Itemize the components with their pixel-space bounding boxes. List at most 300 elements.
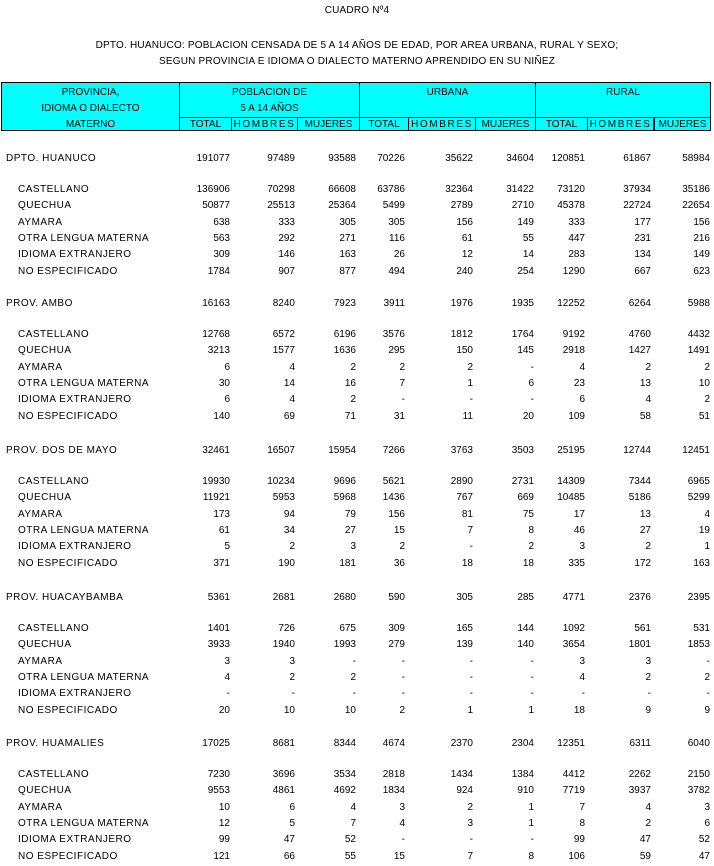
cell-total-mujeres: 3534	[333, 769, 356, 780]
table-title-line-2: SEGUN PROVINCIA E IDIOMA O DIALECTO MATERNO APRENDIDO EN SU NIÑEZ	[158, 56, 556, 67]
cell-total-total: 4	[224, 672, 230, 683]
cell-total-hombres: 726	[278, 623, 295, 634]
cell-urbana-mujeres: -	[530, 656, 534, 667]
cell-urbana-mujeres: 8	[528, 851, 534, 862]
cell-total-hombres: 5	[289, 818, 295, 829]
cell-total-hombres: 2	[289, 672, 295, 683]
section-row	[0, 591, 714, 605]
cell-rural-total: 12252	[557, 298, 585, 309]
cell-urbana-hombres: 2	[467, 362, 473, 373]
row-label: CASTELLANO	[18, 476, 90, 487]
cell-urbana-hombres: -	[469, 672, 473, 683]
cell-rural-mujeres: 51	[698, 411, 710, 422]
table-row	[0, 491, 714, 505]
cell-total-total: 12768	[202, 329, 230, 340]
cell-rural-hombres: 22724	[623, 200, 651, 211]
cell-rural-hombres: 27	[639, 525, 651, 536]
cell-urbana-hombres: 924	[456, 785, 473, 796]
table-row	[0, 410, 714, 424]
cell-rural-hombres: 667	[634, 266, 651, 277]
cell-urbana-total: 7	[399, 378, 405, 389]
cell-urbana-total: 2	[399, 541, 405, 552]
cell-urbana-hombres: 139	[456, 639, 473, 650]
cell-urbana-mujeres: 1	[528, 802, 534, 813]
cell-rural-hombres: 177	[634, 217, 651, 228]
cell-total-total: 3	[224, 656, 230, 667]
cell-urbana-mujeres: 254	[517, 266, 534, 277]
cell-total-total: 10	[218, 802, 230, 813]
cell-rural-mujeres: 216	[693, 233, 710, 244]
row-label: IDIOMA EXTRANJERO	[18, 249, 132, 260]
cell-urbana-hombres: 767	[456, 492, 473, 503]
cell-total-mujeres: -	[352, 656, 356, 667]
cell-rural-total: 46	[573, 525, 585, 536]
cell-rural-hombres: 47	[639, 834, 651, 845]
cell-rural-mujeres: 156	[693, 217, 710, 228]
cell-total-hombres: 1940	[272, 639, 295, 650]
cell-rural-mujeres: 52	[698, 834, 710, 845]
row-label: QUECHUA	[18, 345, 72, 356]
cell-rural-hombres: 5186	[628, 492, 651, 503]
cell-total-total: 563	[213, 233, 230, 244]
cell-urbana-mujeres: 2304	[511, 738, 534, 749]
cell-total-total: 1401	[207, 623, 230, 634]
cell-urbana-hombres: 3763	[450, 445, 473, 456]
stub-header	[2, 85, 179, 133]
cell-urbana-total: 5499	[382, 200, 405, 211]
cell-total-total: 99	[218, 834, 230, 845]
cell-urbana-mujeres: 1935	[511, 298, 534, 309]
cell-total-mujeres: 2680	[333, 592, 356, 603]
cell-total-total: 9553	[207, 785, 230, 796]
row-label: NO ESPECIFICADO	[18, 851, 118, 862]
cell-total-mujeres: 181	[339, 558, 356, 569]
cell-rural-mujeres: 19	[698, 525, 710, 536]
subcol-mujeres: MUJERES	[481, 119, 530, 130]
cell-rural-hombres: 2376	[628, 592, 651, 603]
cell-urbana-hombres: 2890	[450, 476, 473, 487]
table-row	[0, 377, 714, 391]
cell-total-mujeres: -	[352, 688, 356, 699]
cell-total-hombres: 94	[283, 509, 295, 520]
table-row	[0, 248, 714, 262]
row-label: AYMARA	[18, 362, 63, 373]
cell-urbana-total: 279	[388, 639, 405, 650]
row-label: QUECHUA	[18, 639, 72, 650]
cell-total-hombres: 97489	[267, 153, 295, 164]
table-row	[0, 199, 714, 213]
cell-urbana-mujeres: 145	[517, 345, 534, 356]
group-header-urbana	[360, 85, 535, 101]
cell-urbana-total: 70226	[377, 153, 405, 164]
row-label: OTRA LENGUA MATERNA	[18, 672, 150, 683]
cell-rural-mujeres: 6040	[687, 738, 710, 749]
subcol-mujeres: MUJERES	[658, 119, 707, 130]
cell-rural-mujeres: 3782	[687, 785, 710, 796]
cell-total-mujeres: 305	[339, 217, 356, 228]
cell-total-mujeres: 877	[339, 266, 356, 277]
cell-total-mujeres: 4692	[333, 785, 356, 796]
cell-total-mujeres: 6196	[333, 329, 356, 340]
cell-urbana-hombres: 1434	[450, 769, 473, 780]
cell-urbana-hombres: 61	[461, 233, 473, 244]
group-label: RURAL	[606, 87, 640, 98]
cell-total-hombres: 25513	[267, 200, 295, 211]
cell-urbana-mujeres: 2731	[511, 476, 534, 487]
cell-urbana-total: 3911	[383, 298, 405, 309]
cell-urbana-hombres: 150	[456, 345, 473, 356]
cell-rural-total: 1290	[562, 266, 585, 277]
table-row	[0, 801, 714, 815]
cell-urbana-total: 494	[388, 266, 405, 277]
table-row	[0, 344, 714, 358]
cell-urbana-mujeres: -	[530, 688, 534, 699]
cell-urbana-mujeres: 910	[517, 785, 534, 796]
cell-rural-hombres: 4	[645, 802, 651, 813]
stub-header-line-3: MATERNO	[65, 119, 116, 130]
cell-total-mujeres: 79	[344, 509, 356, 520]
cell-urbana-mujeres: 1384	[511, 769, 534, 780]
cell-rural-total: 4	[579, 362, 585, 373]
cell-rural-mujeres: 58984	[682, 153, 710, 164]
cell-rural-hombres: 172	[634, 558, 651, 569]
row-label: OTRA LENGUA MATERNA	[18, 378, 150, 389]
cell-urbana-hombres: 156	[456, 217, 473, 228]
cell-total-total: 20	[218, 705, 230, 716]
cell-urbana-hombres: 12	[461, 249, 473, 260]
cell-total-total: 5361	[207, 592, 230, 603]
cell-total-hombres: -	[291, 688, 295, 699]
row-label: CASTELLANO	[18, 329, 90, 340]
section-label: PROV. HUACAYBAMBA	[6, 592, 124, 603]
table-row	[0, 557, 714, 571]
cell-rural-mujeres: 531	[693, 623, 710, 634]
cell-urbana-mujeres: 669	[517, 492, 534, 503]
cell-rural-hombres: 12744	[623, 445, 651, 456]
cell-urbana-mujeres: 2710	[511, 200, 534, 211]
cell-rural-hombres: -	[647, 688, 651, 699]
cell-rural-mujeres: 1853	[687, 639, 710, 650]
row-label: CASTELLANO	[18, 623, 90, 634]
cell-urbana-total: 2818	[382, 769, 405, 780]
cell-urbana-hombres: 3	[467, 818, 473, 829]
row-label: AYMARA	[18, 656, 63, 667]
cell-urbana-total: 1834	[382, 785, 405, 796]
cell-total-total: 7230	[207, 769, 230, 780]
cell-urbana-mujeres: 31422	[506, 184, 534, 195]
table-row	[0, 361, 714, 375]
cell-total-hombres: 3	[289, 656, 295, 667]
cell-urbana-total: 2	[399, 362, 405, 373]
table-row	[0, 622, 714, 636]
stub-header-line-2: IDIOMA O DIALECTO	[41, 103, 140, 114]
cell-rural-mujeres: 1491	[687, 345, 710, 356]
table-row	[0, 232, 714, 246]
cell-total-mujeres: 1993	[333, 639, 356, 650]
cell-total-mujeres: 2	[350, 672, 356, 683]
cell-total-hombres: 69	[283, 411, 295, 422]
cell-total-mujeres: 27	[344, 525, 356, 536]
cell-rural-total: -	[581, 688, 585, 699]
cell-urbana-hombres: 1	[467, 705, 473, 716]
cell-urbana-hombres: 81	[461, 509, 473, 520]
cell-urbana-total: -	[401, 688, 405, 699]
row-label: QUECHUA	[18, 785, 72, 796]
cell-rural-total: 23	[573, 378, 585, 389]
cell-rural-total: 4	[579, 672, 585, 683]
cell-total-total: -	[226, 688, 230, 699]
cell-total-total: 191077	[196, 153, 230, 164]
cell-urbana-mujeres: 8	[528, 525, 534, 536]
cell-urbana-total: 36	[393, 558, 405, 569]
cell-total-hombres: 16507	[267, 445, 295, 456]
cell-total-hombres: 333	[278, 217, 295, 228]
stub-header-line-1: PROVINCIA,	[61, 87, 120, 98]
cell-rural-total: 8	[579, 818, 585, 829]
cell-total-hombres: 70298	[267, 184, 295, 195]
cell-rural-mujeres: 5299	[687, 492, 710, 503]
table-row	[0, 328, 714, 342]
group-header-poblacion	[180, 85, 359, 117]
cell-total-total: 136906	[196, 184, 230, 195]
cell-rural-hombres: 2262	[628, 769, 651, 780]
cell-urbana-total: -	[401, 656, 405, 667]
cell-total-total: 5	[224, 541, 230, 552]
row-label: CASTELLANO	[18, 184, 90, 195]
cell-urbana-hombres: -	[469, 688, 473, 699]
cell-rural-mujeres: 35186	[682, 184, 710, 195]
section-row	[0, 737, 714, 751]
cell-rural-mujeres: 10	[698, 378, 710, 389]
cell-total-total: 1784	[207, 266, 230, 277]
cell-urbana-mujeres: 140	[517, 639, 534, 650]
table-row	[0, 687, 714, 701]
cell-rural-mujeres: 623	[693, 266, 710, 277]
table-row	[0, 671, 714, 685]
cell-urbana-hombres: -	[469, 541, 473, 552]
cell-rural-hombres: 6311	[629, 738, 651, 749]
subcol-total: TOTAL	[545, 119, 578, 130]
cell-total-total: 3933	[207, 639, 230, 650]
cell-rural-total: 333	[568, 217, 585, 228]
cell-total-mujeres: 163	[339, 249, 356, 260]
row-label: NO ESPECIFICADO	[18, 266, 118, 277]
row-label: CASTELLANO	[18, 769, 90, 780]
cell-total-mujeres: 71	[344, 411, 356, 422]
section-row	[0, 297, 714, 311]
cell-rural-total: 447	[568, 233, 585, 244]
cell-rural-hombres: 37934	[623, 184, 651, 195]
table-row	[0, 655, 714, 669]
cell-total-mujeres: 66608	[328, 184, 356, 195]
cell-total-hombres: 2	[289, 541, 295, 552]
cell-total-total: 30	[218, 378, 230, 389]
cell-urbana-total: 3576	[382, 329, 405, 340]
cell-rural-mujeres: 5988	[687, 298, 710, 309]
cell-total-hombres: 907	[278, 266, 295, 277]
cell-rural-mujeres: 47	[698, 851, 710, 862]
section-row	[0, 444, 714, 458]
cell-total-total: 19930	[202, 476, 230, 487]
cell-urbana-hombres: 7	[467, 851, 473, 862]
cell-rural-hombres: 1801	[628, 639, 651, 650]
row-label: AYMARA	[18, 802, 63, 813]
cell-urbana-hombres: 7	[467, 525, 473, 536]
cell-rural-mujeres: 2	[704, 672, 710, 683]
cell-total-total: 16163	[202, 298, 230, 309]
row-label: NO ESPECIFICADO	[18, 558, 118, 569]
cell-urbana-total: 63786	[377, 184, 405, 195]
table-row	[0, 540, 714, 554]
row-label: QUECHUA	[18, 492, 72, 503]
cell-urbana-total: -	[401, 672, 405, 683]
cell-rural-mujeres: -	[706, 656, 710, 667]
cell-total-hombres: 2681	[272, 592, 295, 603]
cell-urbana-mujeres: 1	[528, 818, 534, 829]
table-row	[0, 768, 714, 782]
cell-urbana-hombres: 1	[467, 378, 473, 389]
cell-rural-total: 10485	[557, 492, 585, 503]
cell-rural-mujeres: 12451	[682, 445, 710, 456]
cell-urbana-mujeres: -	[530, 834, 534, 845]
cell-urbana-mujeres: 1	[528, 705, 534, 716]
group-header-rural	[536, 85, 710, 101]
cell-rural-total: 73120	[557, 184, 585, 195]
cell-urbana-total: 116	[389, 233, 405, 244]
cell-rural-total: 1092	[562, 623, 585, 634]
row-label: OTRA LENGUA MATERNA	[18, 525, 150, 536]
cell-urbana-total: 2	[399, 705, 405, 716]
subcol-total: TOTAL	[368, 119, 400, 130]
cell-urbana-hombres: 1976	[450, 298, 473, 309]
cell-rural-total: 14309	[557, 476, 585, 487]
cell-urbana-total: -	[401, 394, 405, 405]
cell-rural-hombres: 9	[645, 705, 651, 716]
cell-total-total: 11921	[202, 492, 230, 503]
cell-total-mujeres: 8344	[333, 738, 356, 749]
cell-total-mujeres: 10	[344, 705, 356, 716]
cell-urbana-mujeres: 1764	[511, 329, 534, 340]
cell-urbana-total: 590	[388, 592, 405, 603]
row-label: IDIOMA EXTRANJERO	[18, 541, 132, 552]
table-row	[0, 475, 714, 489]
cell-total-mujeres: 16	[344, 378, 356, 389]
cell-rural-mujeres: 149	[693, 249, 710, 260]
cell-rural-mujeres: 9	[704, 705, 710, 716]
cell-rural-total: 6	[579, 394, 585, 405]
table-row	[0, 638, 714, 652]
cell-total-mujeres: 675	[339, 623, 356, 634]
cell-total-hombres: 1577	[272, 345, 295, 356]
cell-rural-total: 109	[568, 411, 585, 422]
cell-rural-hombres: 6264	[628, 298, 651, 309]
cell-urbana-hombres: -	[469, 834, 473, 845]
row-label: IDIOMA EXTRANJERO	[18, 834, 132, 845]
row-label: OTRA LENGUA MATERNA	[18, 233, 150, 244]
table-title-line-1: DPTO. HUANUCO: POBLACION CENSADA DE 5 A 14 AÑOS DE EDAD, POR AREA URBANA, RURAL Y SEXO;	[95, 40, 619, 51]
cell-rural-total: 17	[573, 509, 585, 520]
cell-total-hombres: 146	[278, 249, 295, 260]
cell-rural-mujeres: 4	[704, 509, 710, 520]
cell-rural-total: 335	[568, 558, 585, 569]
cell-rural-mujeres: 2395	[687, 592, 710, 603]
cell-total-mujeres: 1636	[333, 345, 356, 356]
cell-urbana-hombres: 2370	[450, 738, 473, 749]
cell-rural-hombres: 59	[639, 851, 651, 862]
section-label: DPTO. HUANUCO	[6, 153, 97, 164]
cell-total-hombres: 292	[278, 233, 295, 244]
cell-total-total: 638	[213, 217, 230, 228]
cell-total-hombres: 10234	[267, 476, 295, 487]
cell-rural-total: 4412	[562, 769, 585, 780]
cell-rural-mujeres: 3	[704, 802, 710, 813]
table-row	[0, 704, 714, 718]
cell-total-hombres: 5953	[272, 492, 295, 503]
table-row	[0, 833, 714, 847]
group-label: URBANA	[426, 87, 469, 98]
cell-urbana-hombres: 11	[462, 411, 473, 422]
cell-rural-total: 45378	[557, 200, 585, 211]
cell-rural-total: 283	[568, 249, 585, 260]
cell-rural-mujeres: 2150	[687, 769, 710, 780]
cell-rural-hombres: 13	[639, 509, 651, 520]
cell-total-total: 3213	[207, 345, 230, 356]
cell-rural-total: 3	[579, 656, 585, 667]
cell-urbana-mujeres: 149	[517, 217, 534, 228]
row-label: AYMARA	[18, 217, 63, 228]
cell-total-hombres: 6	[289, 802, 295, 813]
row-label: NO ESPECIFICADO	[18, 411, 118, 422]
cell-urbana-total: 3	[399, 802, 405, 813]
cell-urbana-mujeres: -	[530, 394, 534, 405]
row-label: IDIOMA EXTRANJERO	[18, 394, 132, 405]
table-row	[0, 508, 714, 522]
cell-urbana-mujeres: -	[530, 672, 534, 683]
cell-total-total: 121	[213, 851, 230, 862]
cell-total-mujeres: 7923	[333, 298, 356, 309]
cell-total-total: 17025	[202, 738, 230, 749]
row-label: QUECHUA	[18, 200, 72, 211]
cell-rural-total: 3654	[562, 639, 585, 650]
cell-rural-mujeres: 22654	[682, 200, 710, 211]
subcol-hombres: HOMBRES	[589, 119, 652, 130]
cell-rural-total: 2918	[562, 345, 585, 356]
subcol-mujeres: MUJERES	[304, 119, 353, 130]
cell-rural-hombres: 3937	[628, 785, 651, 796]
cell-urbana-total: 1436	[382, 492, 405, 503]
cell-rural-mujeres: 163	[693, 558, 710, 569]
cell-rural-hombres: 1427	[628, 345, 651, 356]
cell-urbana-hombres: 240	[456, 266, 473, 277]
cell-urbana-total: 305	[388, 217, 405, 228]
cell-rural-hombres: 2	[645, 541, 651, 552]
cell-urbana-mujeres: 75	[522, 509, 534, 520]
cell-urbana-total: 4	[399, 818, 405, 829]
cell-total-hombres: 34	[283, 525, 295, 536]
cell-urbana-total: 26	[393, 249, 405, 260]
cell-urbana-hombres: -	[469, 656, 473, 667]
cell-total-total: 173	[213, 509, 230, 520]
cell-total-total: 61	[218, 525, 230, 536]
table-row	[0, 850, 714, 864]
cell-rural-hombres: 231	[634, 233, 651, 244]
cell-total-hombres: 6572	[272, 329, 295, 340]
cell-rural-hombres: 2	[645, 672, 651, 683]
cell-rural-hombres: 7344	[628, 476, 651, 487]
table-row	[0, 817, 714, 831]
cell-total-total: 6	[224, 362, 230, 373]
cell-total-mujeres: 2	[350, 362, 356, 373]
